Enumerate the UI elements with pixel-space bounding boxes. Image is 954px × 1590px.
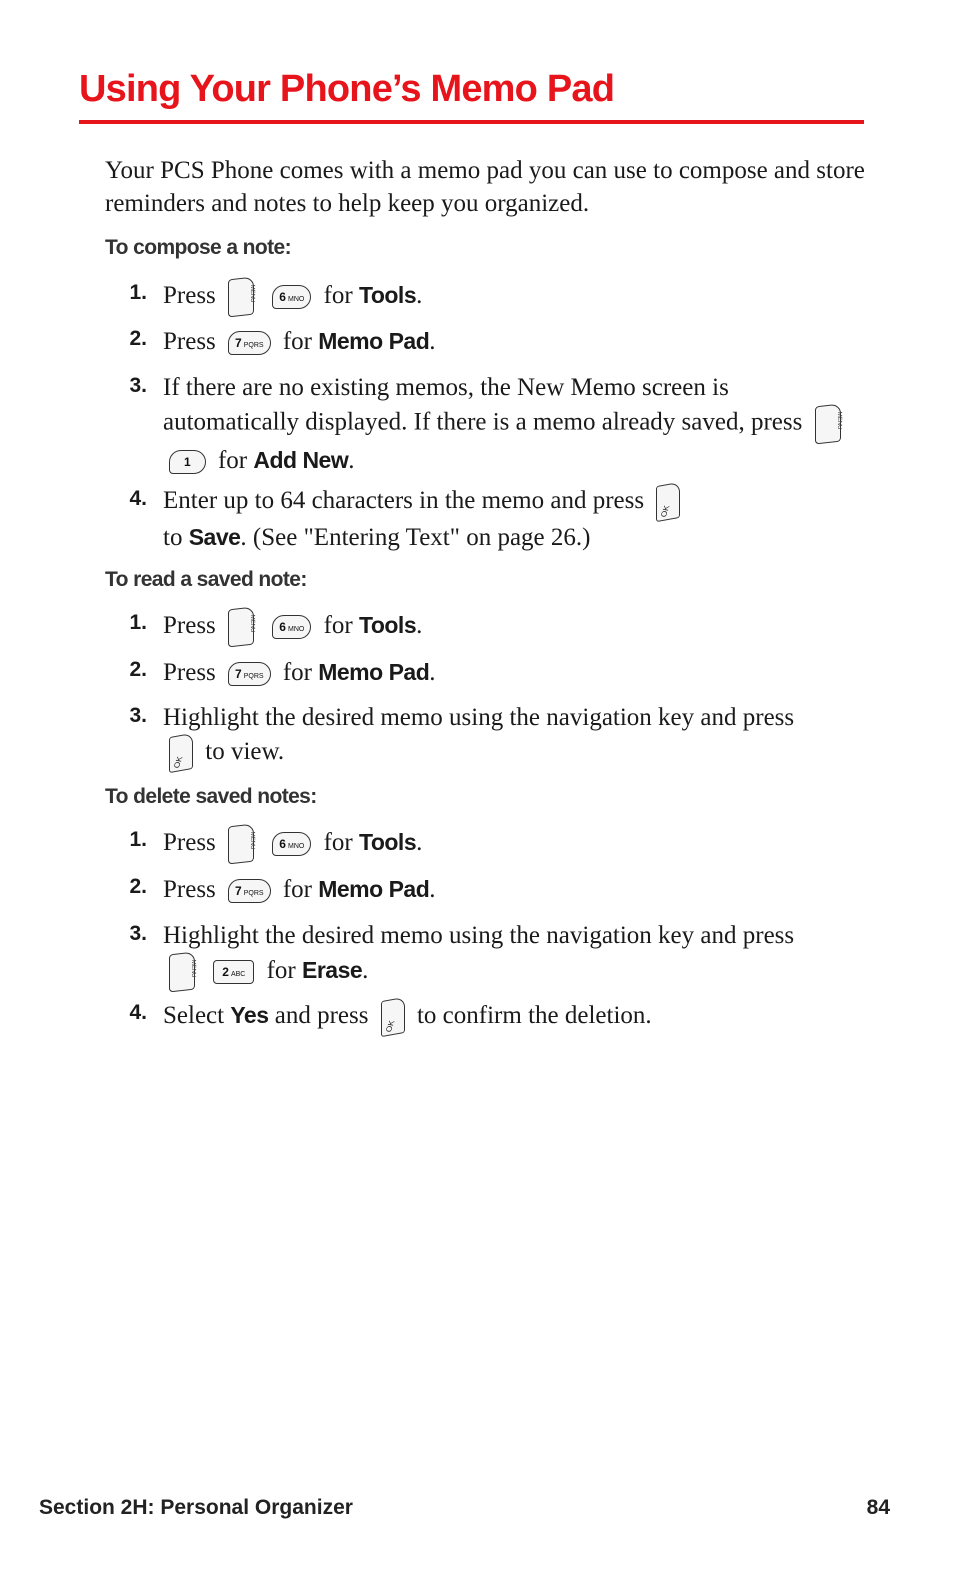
read-step-3: [120, 701, 865, 771]
step-text: Highlight the desired memo using the navigation key and press: [163, 704, 795, 731]
keyword-memo-pad: Memo Pad: [318, 876, 430, 902]
compose-step-4: [120, 484, 865, 555]
delete-step-2: [120, 872, 865, 907]
key-6-icon: 6 MNO: [272, 615, 311, 639]
menu-key-icon: [228, 607, 254, 648]
step-text: for: [266, 957, 296, 984]
step-text: for: [282, 659, 312, 686]
menu-key-icon: [228, 824, 254, 865]
key-7-icon: 7 PQRS: [228, 331, 271, 355]
step-text: Press: [163, 328, 216, 355]
step-text: .: [429, 876, 436, 903]
step-text: for: [323, 829, 353, 856]
step-text: .: [429, 328, 436, 355]
read-step-1: [120, 608, 865, 646]
step-text: for: [282, 328, 312, 355]
compose-step-1: [120, 278, 865, 316]
footer-section-title: Section 2H: Personal Organizer: [39, 1496, 353, 1519]
key-7-icon: 7 PQRS: [228, 662, 271, 686]
menu-key-icon: [169, 952, 195, 993]
step-number: 2.: [129, 875, 147, 898]
keyword-add-new: Add New: [253, 447, 349, 473]
step-text: .: [362, 957, 369, 984]
step-number: 3.: [129, 704, 147, 727]
step-number: 4.: [129, 487, 147, 510]
key-1-icon: 1: [169, 450, 206, 474]
key-7-icon: 7 PQRS: [228, 879, 271, 903]
page-title: Using Your Phone’s Memo Pad: [79, 64, 864, 124]
delete-step-3: [120, 919, 865, 991]
section-heading-compose: To compose a note:: [105, 236, 291, 259]
step-text: Press: [163, 829, 216, 856]
menu-key-icon: [815, 404, 841, 445]
keyword-yes: Yes: [230, 1002, 269, 1028]
step-text: .: [348, 447, 355, 474]
ok-key-icon: [656, 482, 680, 522]
keyword-memo-pad: Memo Pad: [318, 328, 430, 354]
step-text: Enter up to 64 characters in the memo and press: [163, 487, 645, 514]
delete-step-1: [120, 825, 865, 863]
keyword-tools: Tools: [358, 282, 417, 308]
step-number: 4.: [129, 1001, 147, 1024]
key-6-icon: 6 MNO: [272, 285, 311, 309]
step-text: Press: [163, 612, 216, 639]
menu-key-icon: [228, 277, 254, 318]
page-number: 84: [866, 1496, 890, 1519]
keyword-tools: Tools: [358, 829, 417, 855]
intro-paragraph: Your PCS Phone comes with a memo pad you can use to compose and store reminders and notes to help keep you organized.: [105, 157, 865, 217]
keyword-tools: Tools: [358, 612, 417, 638]
step-text: .: [416, 282, 423, 309]
read-step-2: [120, 655, 865, 690]
step-number: 1.: [129, 611, 147, 634]
step-number: 3.: [129, 374, 147, 397]
step-number: 1.: [129, 828, 147, 851]
step-text: for: [282, 876, 312, 903]
step-text: to confirm the deletion.: [416, 1002, 652, 1029]
section-heading-delete: To delete saved notes:: [105, 785, 317, 808]
keyword-erase: Erase: [302, 957, 363, 983]
step-text: to: [163, 524, 183, 552]
compose-step-2: [120, 324, 865, 359]
step-text: Highlight the desired memo using the navigation key and press: [163, 922, 795, 949]
compose-step-3: [120, 371, 865, 478]
step-text: for: [217, 447, 248, 474]
step-text: Press: [163, 659, 216, 686]
step-text: .: [416, 612, 423, 639]
ok-key-icon: [381, 997, 405, 1037]
page-footer: [39, 1496, 890, 1520]
delete-step-4: [120, 998, 865, 1035]
step-number: 2.: [129, 658, 147, 681]
key-6-icon: 6 MNO: [272, 832, 311, 856]
keyword-save: Save: [188, 524, 241, 551]
step-text: If there are no existing memos, the New Memo screen is automatically displayed. If there is a memo already saved, press: [163, 374, 803, 436]
step-text: .: [416, 829, 423, 856]
keyword-memo-pad: Memo Pad: [318, 659, 430, 685]
step-number: 1.: [129, 281, 147, 304]
step-text: for: [323, 612, 353, 639]
key-2-icon: 2 ABC: [213, 960, 254, 984]
step-text: . (See "Entering Text" on page 26.): [240, 524, 591, 552]
step-text: Press: [163, 876, 216, 903]
step-text: and press: [274, 1002, 369, 1029]
step-text: .: [429, 659, 436, 686]
section-heading-read: To read a saved note:: [105, 568, 307, 591]
step-number: 3.: [129, 922, 147, 945]
step-text: Select: [163, 1002, 225, 1029]
ok-key-icon: [169, 733, 193, 773]
step-number: 2.: [129, 327, 147, 350]
step-text: for: [323, 282, 353, 309]
step-text: to view.: [205, 738, 285, 765]
step-text: Press: [163, 282, 216, 309]
